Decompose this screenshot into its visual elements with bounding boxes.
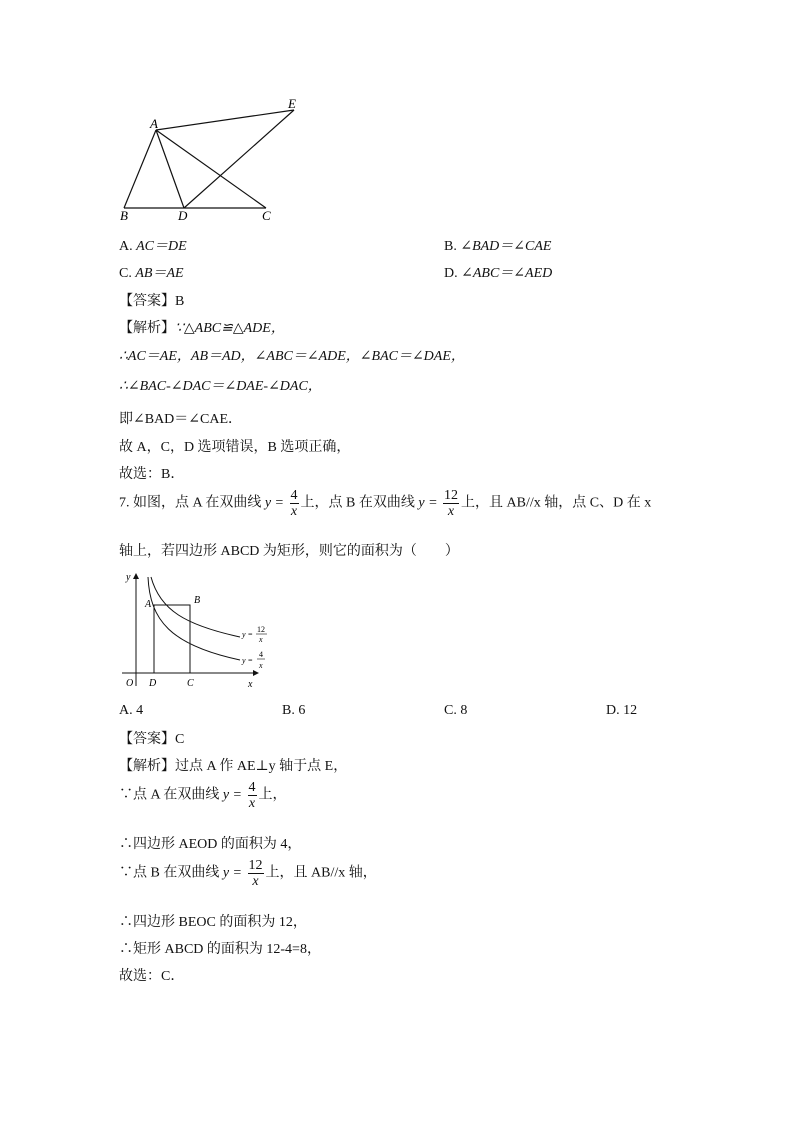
- q6-option-a: A. AC＝DE: [119, 239, 187, 254]
- q7-analysis-line-1: 【解析】过点 A 作 AE⊥y 轴于点 E，: [119, 759, 348, 774]
- q7-analysis-line-5: ∴四边形 BEOC 的面积为 12，: [119, 915, 307, 930]
- q7-analysis-line-7: 故选：C．: [119, 969, 185, 984]
- curve-label-upper-den: x: [259, 635, 263, 644]
- fraction-4-over-x: $\frac{4}{x}$: [248, 780, 256, 811]
- q7-analysis-line-2: ∵点 A 在双曲线 y = $\frac{4}{x}$ 上，: [119, 780, 287, 811]
- q6-analysis-line-2: ∴AC＝AE，AB＝AD，∠ABC＝∠ADE，∠BAC＝∠DAE，: [119, 349, 465, 364]
- q6-option-d: D. ∠ABC＝∠AED: [444, 266, 553, 281]
- q7-analysis-line-6: ∴矩形 ABCD 的面积为 12-4=8，: [119, 942, 321, 957]
- q6-option-c: C. AB＝AE: [119, 266, 184, 281]
- point-label-d: D: [178, 208, 188, 223]
- curve-label-lower-num: 4: [259, 650, 263, 659]
- point-label-b: B: [194, 595, 201, 606]
- q6-analysis-line-5: 故 A，C，D 选项错误，B 选项正确，: [119, 440, 351, 455]
- axis-label-y: y: [126, 572, 131, 583]
- q6-analysis-line-6: 故选：B．: [119, 467, 185, 482]
- point-label-b: B: [120, 208, 128, 223]
- q6-analysis-line-4: 即∠BAD＝∠CAE．: [119, 412, 243, 427]
- point-label-d: D: [149, 678, 157, 689]
- fraction-12-over-x: $\frac{12}{x}$: [248, 858, 263, 889]
- q7-option-c: C. 8: [444, 703, 468, 718]
- curve-label-upper: y =: [242, 630, 253, 639]
- q7-answer: 【答案】C: [119, 732, 185, 747]
- fraction-12-over-x: $\frac{12}{x}$: [444, 488, 459, 519]
- origin-label: O: [126, 678, 134, 689]
- point-label-c: C: [262, 208, 271, 223]
- hyperbola-figure: [118, 568, 268, 690]
- curve-label-upper-num: 12: [257, 625, 265, 634]
- q6-answer: 【答案】B: [119, 294, 185, 309]
- q7-option-d: D. 12: [606, 703, 638, 718]
- q6-analysis-line-1: 【解析】∵△ABC≌△ADE，: [119, 321, 285, 336]
- fraction-4-over-x: $\frac{4}{x}$: [290, 488, 298, 519]
- q6-analysis-line-3: ∴∠BAC-∠DAC＝∠DAE-∠DAC，: [119, 379, 322, 394]
- point-label-e: E: [288, 96, 296, 111]
- point-label-a: A: [145, 599, 152, 610]
- point-label-c: C: [187, 678, 194, 689]
- q7-stem-line-2: 轴上，若四边形 ABCD 为矩形，则它的面积为（ ）: [119, 544, 459, 559]
- axis-label-x: x: [248, 679, 253, 690]
- curve-label-lower: y =: [242, 656, 253, 665]
- q7-option-b: B. 6: [282, 703, 306, 718]
- q7-stem-line-1: 7. 如图，点 A 在双曲线 y = $\frac{4}{x}$ 上，点 B 在双曲线 y = $\frac{12}{x}$ 上，且 AB//x 轴，点 C、D 在 x: [119, 488, 652, 519]
- curve-label-lower-den: x: [259, 661, 263, 670]
- q7-analysis-line-4: ∵点 B 在双曲线 y = $\frac{12}{x}$ 上，且 AB//x 轴，: [119, 858, 377, 889]
- point-label-a: A: [150, 116, 158, 131]
- q7-option-a: A. 4: [119, 703, 144, 718]
- triangle-figure: [110, 92, 310, 227]
- q6-option-b: B. ∠BAD＝∠CAE: [444, 239, 552, 254]
- q7-analysis-line-3: ∴四边形 AEOD 的面积为 4，: [119, 837, 302, 852]
